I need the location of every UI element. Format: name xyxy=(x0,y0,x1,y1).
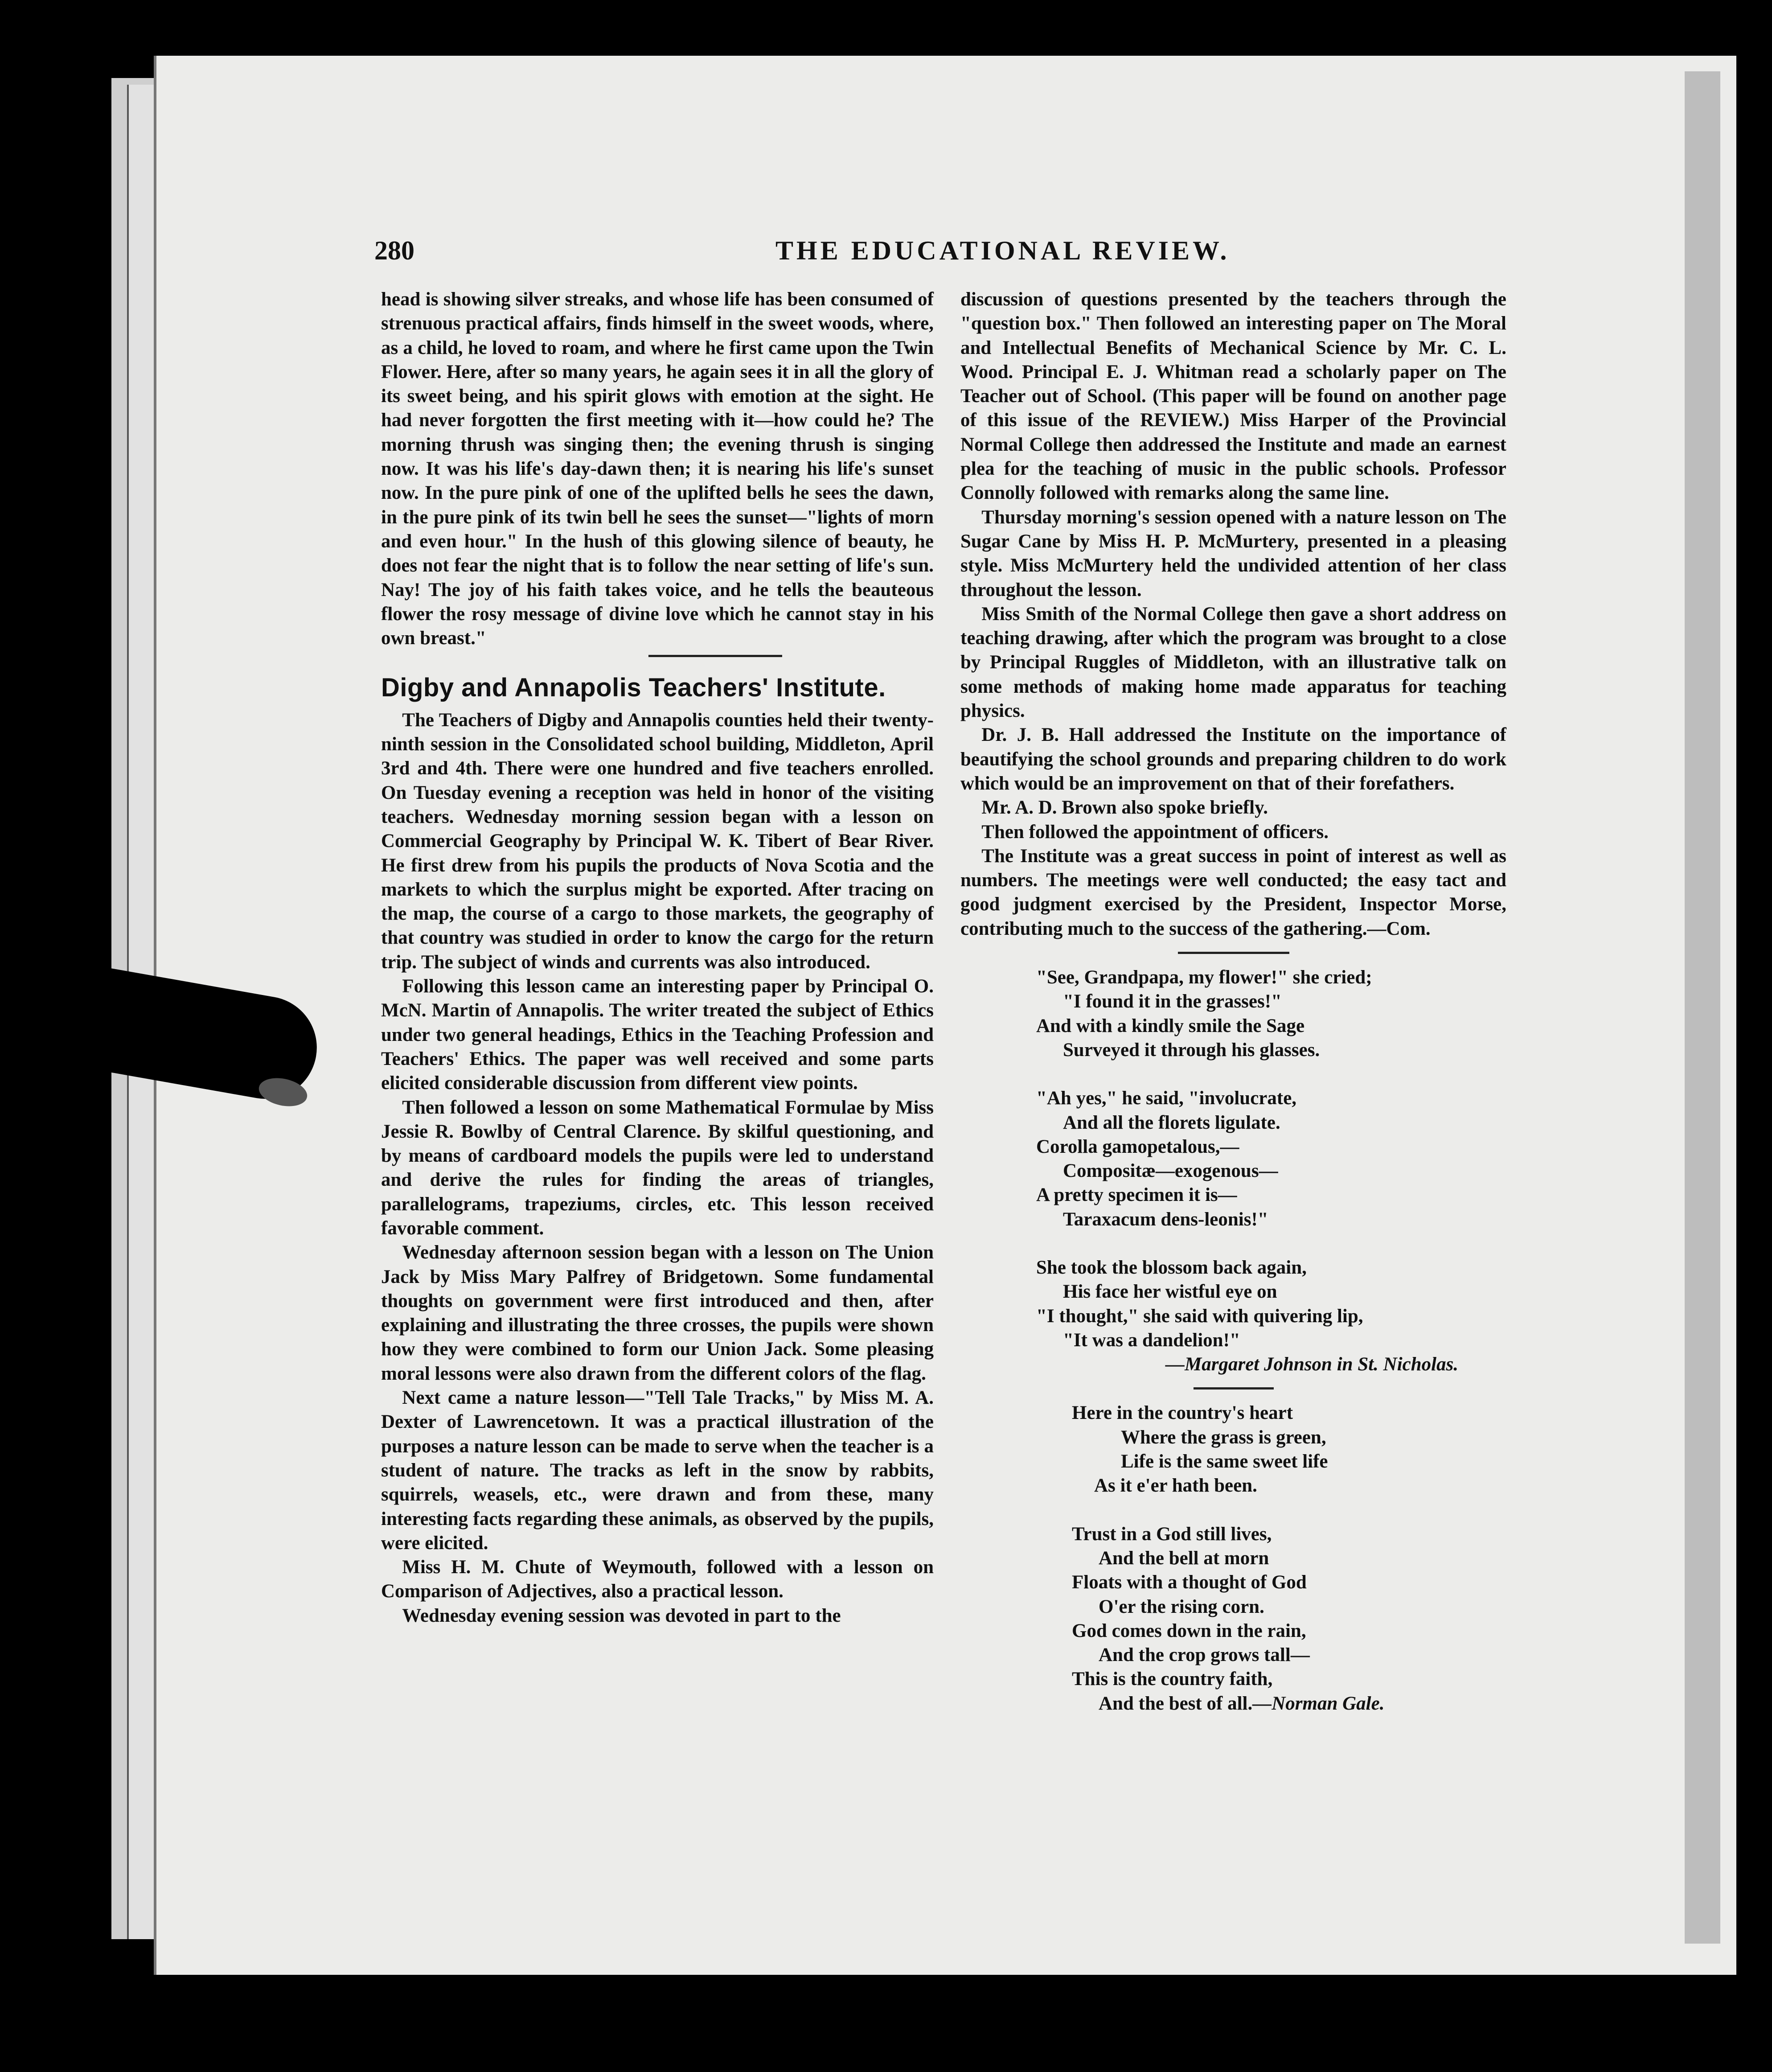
poem-line: And with a kindly smile the Sage xyxy=(1036,1015,1305,1036)
poem-attribution: —Margaret Johnson in St. Nicholas. xyxy=(1165,1354,1459,1375)
article-paragraph: Dr. J. B. Hall addressed the Institute on the importance of beautifying the school grounds and preparing children to do work which would be an improvement on that of their forefathers. xyxy=(960,724,1506,794)
poem-divider xyxy=(1178,952,1289,954)
poem-line: As it e'er hath been. xyxy=(1094,1475,1257,1496)
article-paragraph: Then followed the appointment of officers. xyxy=(981,821,1329,843)
article-heading: Digby and Annapolis Teachers' Institute. xyxy=(381,673,886,703)
poem-line-text: And the best of all. xyxy=(1099,1693,1253,1714)
running-header xyxy=(374,235,1266,280)
poem-country-faith xyxy=(960,1401,1506,1716)
left-column xyxy=(381,288,934,1628)
article-paragraph: Wednesday evening session was devoted in part to the xyxy=(402,1605,841,1626)
intro-paragraph: head is showing silver streaks, and whose life has been consumed of strenuous practical affairs, finds himself in the sweet woods, where, as a child, he loved to roam, and where he first came upon the Twin Flower. Here, after so many years, he again sees it in all the glory of its sweet being, and his spirit glows with emotion at the sight. He had never forgotten the first meeting with it—how could he? The morning thrush was singing then; the evening thrush is singing now. It was his life's day-dawn then; it is nearing his life's sunset now. In the pure pink of one of the uplifted bells he sees the dawn, in the pure pink of its twin bell he sees the sunset—"lights of morn and even hour." In the hush of this glowing silence of beauty, he does not fear the night that is to follow the near setting of life's sun. Nay! The joy of his faith takes voice, and he tells the beauteous flower the rosy message of divine love which he cannot stay in his own breast." xyxy=(381,289,934,649)
poem-line: "I thought," she said with quivering lip, xyxy=(1036,1305,1363,1327)
poem-stanza xyxy=(1036,1086,1506,1232)
article-paragraph: The Institute was a great success in point of interest as well as numbers. The meetings were well conducted; the easy tact and good judgment exercised by the President, Inspector Morse, contributing much to the success of the gathering.—Com. xyxy=(960,845,1506,939)
poem-line: "It was a dandelion!" xyxy=(1063,1329,1240,1351)
article-paragraph: Following this lesson came an interesting paper by Principal O. McN. Martin of Annapolis. The writer treated the subject of Ethics under two general headings, Ethics in the Teaching Profession and Teachers' Ethics. The paper was well received and some parts elicited considerable discussion from different view points. xyxy=(381,976,934,1094)
poem-divider xyxy=(1194,1387,1274,1390)
poem-line: This is the country faith, xyxy=(1072,1669,1273,1690)
poem-line: Compositæ—exogenous— xyxy=(1063,1160,1278,1182)
article-paragraph: The Teachers of Digby and Annapolis counties held their twenty-ninth session in the Consolidated school building, Middleton, April 3rd and 4th. There were one hundred and five teachers enrolled. On Tuesday evening a reception was held in honor of the visiting teachers. Wednesday morning session began with a lesson on Commercial Geography by Principal W. K. Tibert of Bear River. He first drew from his pupils the products of Nova Scotia and the markets to which the surplus might be exported. After tracing on the map, the course of a cargo to those markets, the geography of that country was studied in order to know the cargo for the return trip. The subject of winds and currents was also introduced. xyxy=(381,709,934,973)
poem-line: A pretty specimen it is— xyxy=(1036,1184,1237,1206)
poem-line: And the bell at morn xyxy=(1099,1547,1269,1569)
article-paragraph: Wednesday afternoon session began with a lesson on The Union Jack by Miss Mary Palfrey of Bridgetown. Some fundamental thoughts on government were first introduced and then, after explaining and illustrating the three crosses, the pupils were shown how they were combined to form our Union Jack. Some pleasing moral lessons were also drawn from the different colors of the flag. xyxy=(381,1242,934,1384)
poem-stanza xyxy=(1036,966,1506,1062)
poem-line: Life is the same sweet life xyxy=(1121,1451,1328,1472)
poem-line: Corolla gamopetalous,— xyxy=(1036,1136,1239,1157)
poem-line: "Ah yes," he said, "involucrate, xyxy=(1036,1088,1297,1109)
poem-line: And the crop grows tall— xyxy=(1099,1644,1310,1666)
poem-line: God comes down in the rain, xyxy=(1072,1620,1306,1641)
poem-line: Here in the country's heart xyxy=(1072,1402,1293,1424)
article-paragraph: Next came a nature lesson—"Tell Tale Tracks," by Miss M. A. Dexter of Lawrencetown. It was a practical illustration of the purposes a nature lesson can be made to serve when the teacher is a student of nature. The tracks as left in the snow by rabbits, squirrels, weasels, etc., were drawn and from these, many interesting facts regarding these animals, as observed by the pupils, were elicited. xyxy=(381,1387,934,1554)
page-fold-shadow xyxy=(1685,71,1720,1944)
article-paragraph: discussion of questions presented by the teachers through the "question box." Then followed an interesting paper on The Moral and Intellectual Benefits of Mechanical Science by Mr. C. L. Wood. Principal E. J. Whitman read a scholarly paper on The Teacher out of School. (This paper will be found on another page of this issue of the REVIEW.) Miss Harper of the Provincial Normal College then addressed the Institute and made an earnest plea for the teaching of music in the public schools. Professor Connolly followed with remarks along the same line. xyxy=(960,289,1506,504)
poem-line: "I found it in the grasses!" xyxy=(1063,991,1282,1012)
page-number: 280 xyxy=(374,236,414,265)
journal-title: THE EDUCATIONAL REVIEW. xyxy=(775,236,1230,265)
poem-stanza xyxy=(1072,1401,1506,1498)
article-paragraph: Miss Smith of the Normal College then gave a short address on teaching drawing, after which the program was brought to a close by Principal Ruggles of Middleton, with an illustrative talk on some methods of making home made apparatus for teaching physics. xyxy=(960,603,1506,722)
poem-line: Floats with a thought of God xyxy=(1072,1572,1307,1593)
article-paragraph: Miss H. M. Chute of Weymouth, followed with a lesson on Comparison of Adjectives, also a practical lesson. xyxy=(381,1557,934,1602)
section-divider xyxy=(648,655,782,657)
article-paragraph: Then followed a lesson on some Mathematical Formulae by Miss Jessie R. Bowlby of Central Clarence. By skilful questioning, and by means of cardboard models the pupils were led to understand and derive the rules for finding the areas of triangles, parallelograms, trapeziums, circles, etc. This lesson received favorable comment. xyxy=(381,1097,934,1239)
poem-stanza xyxy=(1072,1522,1506,1716)
poem-line: She took the blossom back again, xyxy=(1036,1257,1307,1278)
poem-line: Trust in a God still lives, xyxy=(1072,1523,1272,1545)
poem-line: Surveyed it through his glasses. xyxy=(1063,1039,1320,1061)
poem-line: His face her wistful eye on xyxy=(1063,1281,1277,1303)
article-paragraph: Mr. A. D. Brown also spoke briefly. xyxy=(981,797,1268,818)
poem-line: O'er the rising corn. xyxy=(1099,1596,1264,1617)
poem-line: And all the florets ligulate. xyxy=(1063,1112,1280,1133)
poem-line xyxy=(1072,1692,1506,1716)
poem-attribution: —Norman Gale. xyxy=(1252,1693,1385,1714)
poem-line: "See, Grandpapa, my flower!" she cried; xyxy=(1036,967,1372,988)
poem-stanza xyxy=(1036,1256,1506,1377)
poem-dandelion xyxy=(960,966,1506,1377)
poem-line: Taraxacum dens-leonis!" xyxy=(1063,1209,1268,1230)
article-paragraph: Thursday morning's session opened with a nature lesson on The Sugar Cane by Miss H. P. McMurtery, presented in a pleasing style. Miss McMurtery held the undivided attention of her class throughout the lesson. xyxy=(960,506,1506,600)
poem-line: Where the grass is green, xyxy=(1121,1427,1326,1448)
right-column xyxy=(960,288,1506,1716)
